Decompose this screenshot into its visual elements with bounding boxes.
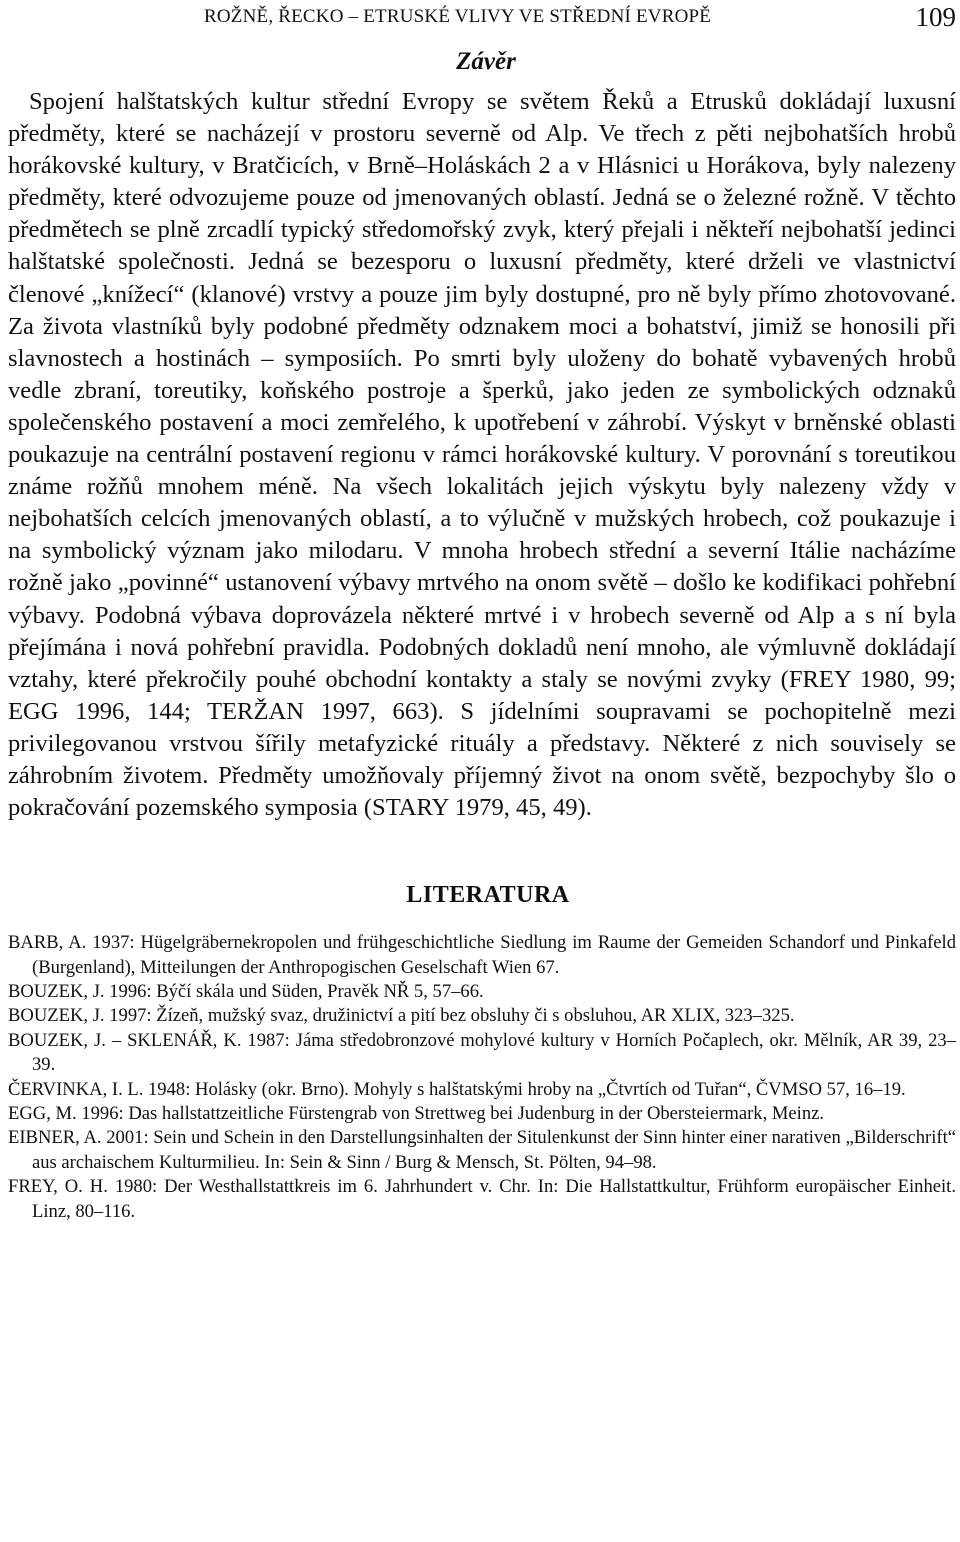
- page-number: 109: [915, 2, 956, 32]
- reference-list: [8, 931, 956, 1224]
- reference-item: EIBNER, A. 2001: Sein und Schein in den Darstellungsinhalten der Situlenkunst der Sinn hinter einer narativen „Bilderschrift“ aus archaischem Kulturmilieu. In: Sein & Sinn / Burg & Mensch, St. Pölten, 94–98.: [8, 1127, 956, 1173]
- reference-item: ČERVINKA, I. L. 1948: Holásky (okr. Brno). Mohyly s halštatskými hroby na „Čtvrtích od Tuřan“, ČVMSO 57, 16–19.: [8, 1078, 906, 1100]
- reference-item: BARB, A. 1937: Hügelgräbernekropolen und frühgeschichtliche Siedlung im Raume der Gemeiden Schandorf und Pinkafeld (Burgenland), Mitteilungen der Anthropogischen Geselschaft Wien 67.: [8, 932, 956, 978]
- reference-item: EGG, M. 1996: Das hallstattzeitliche Fürstengrab von Strettweg bei Judenburg in der Obersteiermark, Meinz.: [8, 1103, 825, 1124]
- reference-item: BOUZEK, J. 1996: Býčí skála und Süden, Pravěk NŘ 5, 57–66.: [8, 980, 484, 1002]
- header-title: ROŽNĚ, ŘECKO – ETRUSKÉ VLIVY VE STŘEDNÍ EVROPĚ: [204, 6, 712, 27]
- document-page: [8, 0, 956, 1224]
- literature-title: LITERATURA: [406, 882, 570, 909]
- section-title: Závěr: [456, 48, 516, 75]
- reference-item: BOUZEK, J. 1997: Žízeň, mužský svaz, družinictví a pití bez obsluhy či s obsluhou, AR XLIX, 323–325.: [8, 1005, 795, 1027]
- body-paragraph: Spojení halštatských kultur střední Evropy se světem Řeků a Etrusků dokládají luxusní předměty, které se nacházejí v prostoru severně od Alp. Ve třech z pěti nejbohatších hrobů horákovské kultury, v Bratčicích, v Brně–Holáskách 2 a v Hlásnici u Horákova, byly nalezeny předměty, které odvozujeme pouze od jmenovaných oblastí. Jedná se o železné rožně. V těchto předmětech se plně zrcadlí typický středomořský zvyk, který přejali i někteří nejbohatší jedinci halštatské společnosti. Jedná se bezesporu o luxusní předměty, které drželi ve vlastnictví členové „knížecí“ (klanové) vrstvy a pouze jim byly dostupné, pro ně byly přímo zhotovované. Za života vlastníků byly podobné předměty odznakem moci a bohatství, jimiž se honosili při slavnostech a hostinách – symposiích. Po smrti byly uloženy do bohatě vybavených hrobů vedle zbraní, toreutiky, koňského postroje a šperků, jako jeden ze symbolických odznaků společenského postavení a moci zemřelého, k upotřebení v záhrobí. Výskyt v brněnské oblasti poukazuje na centrální postavení regionu v rámci horákovské kultury. V porovnání s toreutikou známe rožňů mnohem méně. Na všech lokalitách jejich výskytu byly nalezeny vždy v nejbohatších celcích jmenovaných oblastí, a to výlučně v mužských hrobech, což poukazuje i na symbolický význam jako milodaru. V mnoha hrobech střední a severní Itálie nacházíme rožně jako „povinné“ ustanovení výbavy mrtvého na onom světě – došlo ke kodifikaci pohřební výbavy. Podobná výbava doprovázela některé mrtvé i v hrobech severně od Alp a s ní byla přejímána i nová pohřební pravidla. Podobných dokladů není mnoho, ale výmluvně dokládají vztahy, které překročily pouhé obchodní kontakty a staly se novými zvyky (FREY 1980, 99; EGG 1996, 144; TERŽAN 1997, 663). S jídelními soupravami se pochopitelně mezi privilegovanou vrstvou šířily metafyzické rituály a představy. Některé z nich souvisely se záhrobním životem. Předměty umožňovaly příjemný život na onom světě, bezpochyby šlo o pokračování pozemského symposia (STARY 1979, 45, 49).: [8, 88, 956, 822]
- running-header: [8, 0, 956, 42]
- reference-item: BOUZEK, J. – SKLENÁŘ, K. 1987: Jáma středobronzové mohylové kultury v Horních Počaplech, okr. Mělník, AR 39, 23–39.: [8, 1029, 956, 1076]
- reference-item: FREY, O. H. 1980: Der Westhallstattkreis im 6. Jahrhundert v. Chr. In: Die Hallstattkultur, Frühform europäischer Einheit. Linz, 80–116.: [8, 1176, 956, 1222]
